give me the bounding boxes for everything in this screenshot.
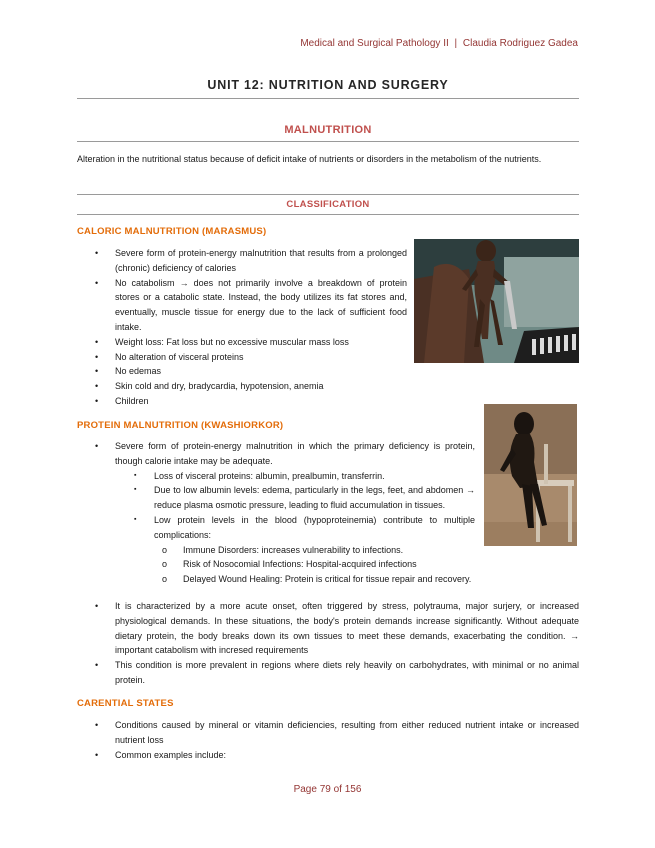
list-item: • Severe form of protein-energy malnutrition that results from a prolonged (chronic) deficiency of calories bbox=[95, 248, 407, 273]
carential-list bbox=[77, 718, 579, 762]
circle-bullet-icon: o bbox=[162, 544, 168, 555]
classification-rule-bottom bbox=[77, 214, 579, 215]
bullet-icon: • bbox=[95, 660, 99, 671]
bullet-icon: • bbox=[95, 441, 99, 451]
author-name: Claudia Rodriguez Gadea bbox=[462, 38, 578, 49]
classification-title: CLASSIFICATION bbox=[286, 199, 370, 210]
bullet-icon: • bbox=[95, 366, 99, 377]
malnutrition-title: MALNUTRITION bbox=[284, 124, 372, 136]
bullet-icon: • bbox=[95, 351, 99, 362]
list-item: o Delayed Wound Healing: Protein is critical for tissue repair and recovery. bbox=[77, 572, 579, 587]
list-item: ▪ Due to low albumin levels: edema, particularly in the legs, feet, and abdomen → reduce plasma osmotic pressure, leading to fluid accumulation in tissues. bbox=[134, 485, 475, 511]
list-item: o Immune Disorders: increases vulnerability to infections. bbox=[77, 543, 475, 558]
list-item: • It is characterized by a more acute onset, often triggered by stress, polytrauma, major surjery, or increased physiological demands. In these situations, the body's protein demands increase significantly. Without adequate dietary protein, the body breaks down its own tissues to meet these demands, exacerbating the condition. → important catabolism with incresed requirements bbox=[95, 601, 579, 656]
list-item: • Common examples include: bbox=[77, 748, 579, 763]
kwashiorkor-more-list bbox=[77, 599, 579, 688]
marasmus-photo-illustration bbox=[414, 239, 579, 363]
kwashiorkor-list bbox=[77, 439, 475, 587]
kwashiorkor-child-photo bbox=[484, 404, 577, 546]
bullet-icon: • bbox=[95, 720, 99, 730]
kwashiorkor-title: PROTEIN MALNUTRITION (KWASHIORKOR) bbox=[77, 420, 284, 431]
unit-title: UNIT 12: NUTRITION AND SURGERY bbox=[207, 78, 449, 92]
marasmus-child-photo bbox=[414, 239, 579, 363]
circle-bullet-icon: o bbox=[162, 559, 168, 570]
page-header bbox=[300, 38, 578, 49]
unit-title-rule bbox=[77, 98, 579, 99]
list-item: o Risk of Nosocomial Infections: Hospital-acquired infections bbox=[77, 557, 475, 572]
list-item: • Severe form of protein-energy malnutrition in which the primary deficiency is protein, though calorie intake may be adequate. bbox=[95, 441, 475, 466]
bullet-icon: • bbox=[95, 601, 99, 611]
square-bullet-icon: ▪ bbox=[134, 515, 137, 523]
list-item: • No catabolism → does not primarily involve a breakdown of protein stores or a catabolic state. Instead, the body utilizes its fat stores and, eventually, muscle tissue for energy due to the lack of sufficient food intake. bbox=[95, 277, 407, 332]
marasmus-list bbox=[77, 246, 407, 409]
classification-rule-top bbox=[77, 194, 579, 195]
header-separator: | bbox=[454, 38, 458, 49]
carential-title: CARENTIAL STATES bbox=[77, 698, 174, 709]
list-item: • Children bbox=[77, 394, 407, 409]
marasmus-title: CALORIC MALNUTRITION (MARASMUS) bbox=[77, 226, 267, 237]
list-item: • Skin cold and dry, bradycardia, hypotension, anemia bbox=[77, 379, 407, 394]
bullet-icon: • bbox=[95, 277, 99, 288]
list-item: • Weight loss: Fat loss but no excessive muscular mass loss bbox=[77, 335, 407, 350]
bullet-icon: • bbox=[95, 395, 99, 406]
bullet-icon: • bbox=[95, 749, 99, 760]
kwashiorkor-photo-illustration bbox=[484, 404, 577, 546]
square-bullet-icon: ▪ bbox=[134, 471, 137, 479]
list-item: • This condition is more prevalent in regions where diets rely heavily on carbohydrates, with minimal or no animal protein. bbox=[95, 660, 579, 685]
malnutrition-definition: Alteration in the nutritional status because of deficit intake of nutrients or disorders in the metabolism of the nutrients. bbox=[77, 154, 542, 164]
list-item: • Conditions caused by mineral or vitamin deficiencies, resulting from either reduced nutrient intake or increased nutrient loss bbox=[95, 720, 579, 745]
bullet-icon: • bbox=[95, 248, 99, 258]
square-bullet-icon: ▪ bbox=[134, 486, 137, 494]
malnutrition-rule bbox=[77, 141, 579, 142]
bullet-icon: • bbox=[95, 381, 99, 392]
bullet-icon: • bbox=[95, 336, 99, 347]
list-item: ▪ Low protein levels in the blood (hypoproteinemia) contribute to multiple complications: bbox=[134, 514, 475, 540]
list-item: ▪ Loss of visceral proteins: albumin, prealbumin, transferrin. bbox=[77, 469, 475, 484]
page-number: Page 79 of 156 bbox=[293, 784, 362, 795]
list-item: • No alteration of visceral proteins bbox=[77, 350, 407, 365]
course-name: Medical and Surgical Pathology II bbox=[300, 38, 449, 49]
circle-bullet-icon: o bbox=[162, 574, 168, 585]
list-item: • No edemas bbox=[77, 364, 407, 379]
